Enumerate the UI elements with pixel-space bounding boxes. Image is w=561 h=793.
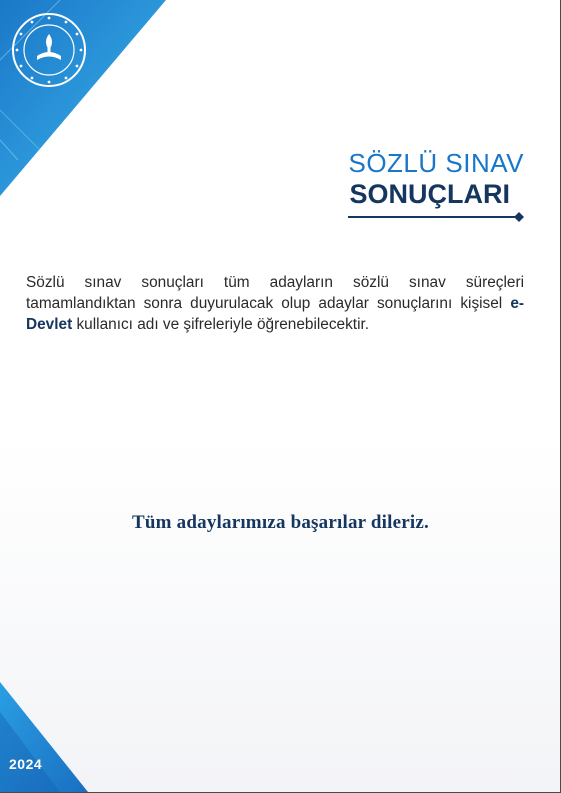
body-text-bold: e-Devlet bbox=[26, 295, 524, 333]
title-line-1: SÖZLÜ SINAV bbox=[348, 148, 524, 178]
closing-message: Tüm adaylarımıza başarılar dileriz. bbox=[132, 512, 429, 533]
ministry-logo-icon bbox=[11, 12, 87, 88]
corner-decoration-bottom bbox=[0, 682, 90, 792]
title-underline bbox=[348, 212, 524, 222]
year-label: 2024 bbox=[9, 756, 43, 772]
title-block bbox=[348, 148, 524, 210]
body-paragraph bbox=[26, 272, 524, 335]
title-line-2: SONUÇLARI bbox=[349, 179, 510, 209]
body-text-part-2: kullanıcı adı ve şifreleriyle öğrenebilecektir. bbox=[72, 316, 370, 333]
body-text-part-1: Sözlü sınav sonuçları tüm adayların sözlü sınav süreçleri tamamlandıktan sonra duyurulacak olup adaylar sonuçlarını kişisel bbox=[26, 274, 524, 312]
